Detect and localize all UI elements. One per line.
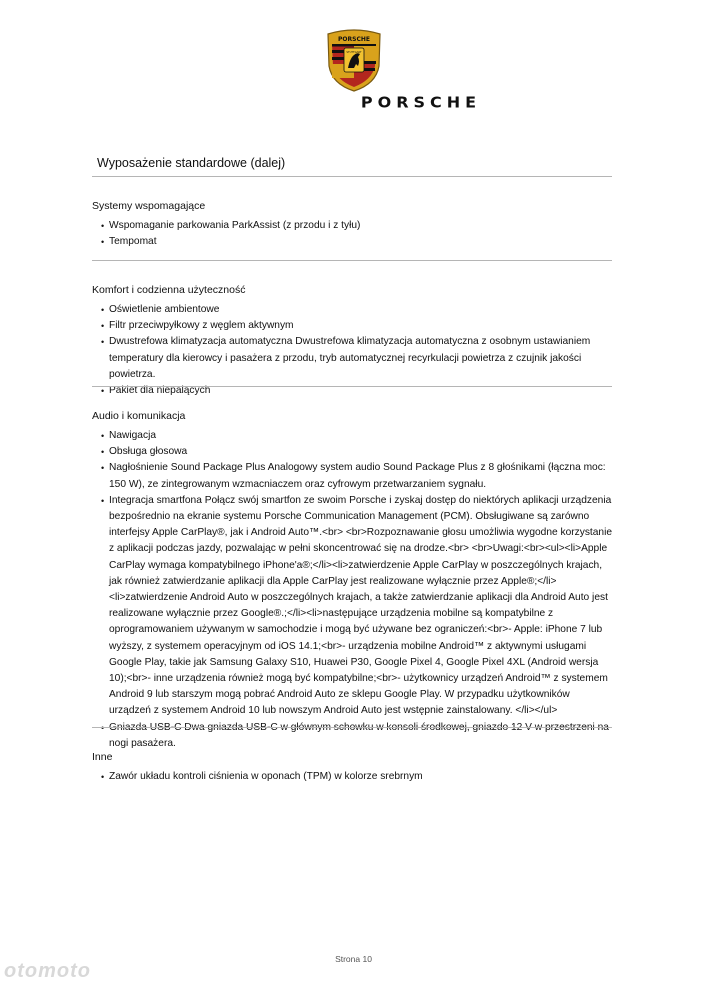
section-title: Inne (92, 751, 113, 763)
watermark: otomoto (4, 960, 91, 982)
list-item: • Wspomaganie parkowania ParkAssist (z przodu i z tyłu) (102, 218, 612, 234)
section-assist-systems (92, 200, 612, 250)
crest-city: STUTTGART (345, 51, 362, 54)
section-title: Systemy wspomagające (92, 200, 206, 212)
porsche-crest-logo (0, 28, 707, 92)
list-item: • Dwustrefowa klimatyzacja automatyczna Dwustrefowa klimatyzacja automatyczna z osobnym ustawianiem temperatury dla kierowcy i pasażera z przodu, tryb automatycznej recyrkulacji powietrza z czujnik jakości powietrza. (102, 334, 612, 383)
brand-wordmark: PORSCHE (360, 93, 482, 112)
list-item: • Filtr przeciwpyłkowy z węglem aktywnym (102, 318, 612, 334)
list-item: • Pakiet dla niepalących (102, 383, 612, 399)
list-item: • Nawigacja (102, 428, 612, 444)
list-item: • Oświetlenie ambientowe (102, 302, 612, 318)
section-title: Komfort i codzienna użyteczność (92, 284, 246, 296)
divider (92, 727, 612, 728)
list-item: • Zawór układu kontroli ciśnienia w oponach (TPM) w kolorze srebrnym (102, 769, 612, 785)
divider (92, 260, 612, 261)
section-other (92, 751, 612, 785)
list-item: • Obsługa głosowa (102, 444, 612, 460)
page-title: Wyposażenie standardowe (dalej) (97, 156, 286, 170)
crest-icon (324, 28, 384, 92)
list-item: • Gniazda USB-C Dwa gniazda USB-C w głównym schowku w konsoli środkowej, gniazdo 12 V w przestrzeni na nogi pasażera. (102, 720, 612, 752)
divider (92, 386, 612, 387)
list-item: • Tempomat (102, 234, 612, 250)
page-number: Strona 10 (335, 954, 372, 964)
section-comfort (92, 284, 612, 399)
crest-text: PORSCHE (337, 36, 370, 43)
divider (92, 176, 612, 177)
section-audio (92, 410, 612, 752)
list-item: • Nagłośnienie Sound Package Plus Analogowy system audio Sound Package Plus z 8 głośnikami (łączna moc: 150 W), ze zintegrowanym wzmacniaczem oraz cyfrowym przetwarzaniem sygnału. (102, 460, 612, 492)
list-item: • Integracja smartfona Połącz swój smartfon ze swoim Porsche i zyskaj dostęp do niektórych aplikacji urządzenia bezpośrednio na ekranie systemu Porsche Communication Management (PCM). Obsługiwane są zarówno interfejsy Apple CarPlay®, jak i Android Auto™.<br> <br>Rozpoznawanie głosu umożliwia wygodne korzystanie z aplikacji podczas jazdy, pozwalając w pełni skoncentrować się na drodze.<br> <br>Uwagi:<br><ul><li>Apple CarPlay wymaga kompatybilnego iPhone'a®;</li><li>zatwierdzenie Apple CarPlay w poszczególnych krajach, jak również zatwierdzanie aplikacji dla Apple CarPlay jest realizowane wyłącznie przez Apple®;</li><li>zatwierdzenie Android Auto w poszczególnych krajach, a także zatwierdzanie aplikacji dla Android Auto jest realizowane wyłącznie przez Google®.;</li><li>następujące urządzenia mobilne są kompatybilne z oprogramowaniem używanym w samochodzie i mogą być używane bez ograniczeń:<br>- Apple: iPhone 7 lub wyższy, z systemem operacyjnym od iOS 14.1;<br>- urządzenia mobilne Android™ z aktywnymi usługami Google Play, takie jak Samsung Galaxy S10, Huawei P30, Google Pixel 4, Google Pixel 4XL (Android wersja 10);<br>- inne urządzenia również mogą być kompatybilne;<br>- użytkownicy urządzeń Android™ z systemem Android 9 lub starszym mogą pobrać Android Auto ze sklepu Google Play. W przypadku użytkowników urządzeń z systemem Android 10 lub nowszym Android Auto jest wstępnie zainstalowany. </li></ul> (102, 493, 612, 720)
section-title: Audio i komunikacja (92, 410, 186, 422)
